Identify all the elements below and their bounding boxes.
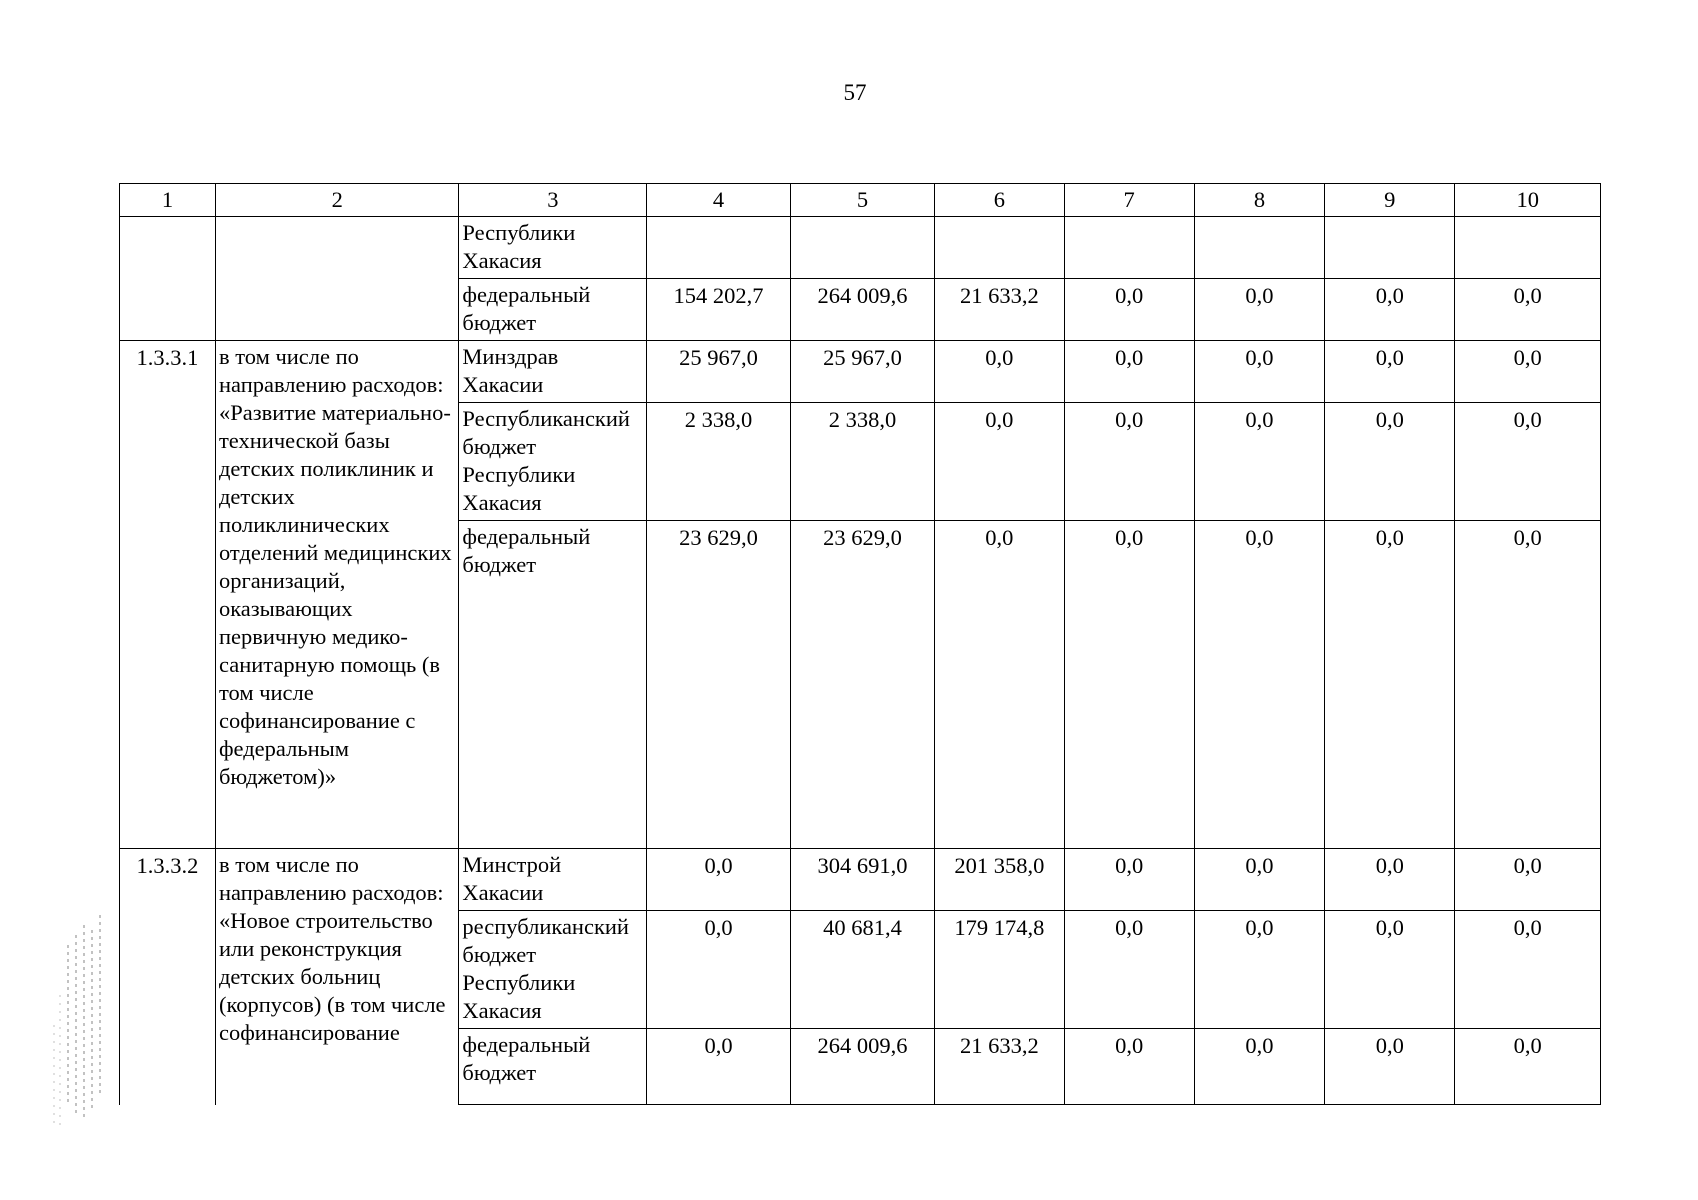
value-cell: 0,0: [935, 341, 1064, 403]
value-cell: 154 202,7: [647, 279, 790, 341]
item-code: 1.3.3.1: [120, 341, 216, 849]
value-cell: 2 338,0: [790, 403, 934, 521]
description-cell-empty: [215, 217, 458, 341]
table-row: [120, 849, 1601, 911]
value-cell: 23 629,0: [647, 521, 790, 849]
value-cell: 23 629,0: [790, 521, 934, 849]
col-header: 5: [790, 184, 934, 217]
item-description-cell: [215, 849, 458, 1105]
source-cell: федеральный бюджет: [459, 1029, 647, 1105]
value-cell: 304 691,0: [790, 849, 934, 911]
value-cell: [790, 217, 934, 279]
value-cell: 0,0: [1194, 279, 1324, 341]
margin-stamp-marks: [34, 905, 110, 1131]
col-header: 7: [1064, 184, 1194, 217]
item-description: в том числе по направлению расходов: «Новое строительство или реконструкция детских больниц (корпусов) (в том числе софинансирование: [218, 852, 446, 1045]
col-header: 8: [1194, 184, 1324, 217]
value-cell: 0,0: [1325, 911, 1455, 1029]
source-cell: федеральный бюджет: [459, 521, 647, 849]
value-cell: 0,0: [1064, 849, 1194, 911]
value-cell: 25 967,0: [790, 341, 934, 403]
value-cell: [647, 217, 790, 279]
value-cell: [1455, 217, 1601, 279]
value-cell: 0,0: [647, 1029, 790, 1105]
value-cell: [1194, 217, 1324, 279]
value-cell: 0,0: [1064, 911, 1194, 1029]
value-cell: 0,0: [1194, 403, 1324, 521]
budget-table: [119, 183, 1601, 1105]
source-cell: Минстрой Хакасии: [459, 849, 647, 911]
page-number: 57: [843, 80, 867, 105]
source-cell: Республиканский бюджет Республики Хакасия: [459, 403, 647, 521]
value-cell: 0,0: [647, 911, 790, 1029]
value-cell: 0,0: [1064, 279, 1194, 341]
source-cell: федеральный бюджет: [459, 279, 647, 341]
value-cell: 0,0: [647, 849, 790, 911]
value-cell: 264 009,6: [790, 279, 934, 341]
col-header: 6: [935, 184, 1064, 217]
value-cell: 21 633,2: [935, 1029, 1064, 1105]
value-cell: 0,0: [1064, 341, 1194, 403]
value-cell: 0,0: [1325, 1029, 1455, 1105]
value-cell: 0,0: [1455, 911, 1601, 1029]
source-cell: Республики Хакасия: [459, 217, 647, 279]
value-cell: 179 174,8: [935, 911, 1064, 1029]
value-cell: 0,0: [1325, 403, 1455, 521]
value-cell: 0,0: [1455, 521, 1601, 849]
value-cell: 201 358,0: [935, 849, 1064, 911]
value-cell: 0,0: [1194, 521, 1324, 849]
col-header: 3: [459, 184, 647, 217]
value-cell: 0,0: [1325, 279, 1455, 341]
item-description: в том числе по направлению расходов: «Развитие материально-технической базы детских поликлиник и детских поликлинических отделений медицинских организаций, оказывающих первичную медико-санитарную помощь (в том числе софинансирование с федеральным бюджетом)»: [215, 341, 458, 849]
value-cell: 0,0: [935, 403, 1064, 521]
col-header: 1: [120, 184, 216, 217]
value-cell: 0,0: [1064, 521, 1194, 849]
value-cell: 0,0: [1194, 1029, 1324, 1105]
value-cell: 264 009,6: [790, 1029, 934, 1105]
value-cell: 0,0: [1325, 849, 1455, 911]
source-cell: Минздрав Хакасии: [459, 341, 647, 403]
value-cell: [935, 217, 1064, 279]
col-header: 4: [647, 184, 790, 217]
value-cell: [1064, 217, 1194, 279]
value-cell: 0,0: [1455, 403, 1601, 521]
source-cell: республиканский бюджет Республики Хакасия: [459, 911, 647, 1029]
value-cell: 0,0: [1455, 341, 1601, 403]
col-header: 10: [1455, 184, 1601, 217]
item-code: 1.3.3.2: [120, 849, 216, 1105]
value-cell: 40 681,4: [790, 911, 934, 1029]
value-cell: 25 967,0: [647, 341, 790, 403]
code-cell-empty: [120, 217, 216, 341]
value-cell: 0,0: [1455, 849, 1601, 911]
table-row: [120, 341, 1601, 403]
value-cell: 0,0: [1194, 849, 1324, 911]
value-cell: 0,0: [1194, 911, 1324, 1029]
value-cell: 0,0: [1064, 1029, 1194, 1105]
value-cell: 0,0: [1455, 279, 1601, 341]
value-cell: 2 338,0: [647, 403, 790, 521]
value-cell: 0,0: [1325, 341, 1455, 403]
table-row: [120, 217, 1601, 279]
value-cell: 21 633,2: [935, 279, 1064, 341]
value-cell: 0,0: [1325, 521, 1455, 849]
value-cell: 0,0: [1194, 341, 1324, 403]
value-cell: [1325, 217, 1455, 279]
value-cell: 0,0: [1455, 1029, 1601, 1105]
col-header: 9: [1325, 184, 1455, 217]
col-header: 2: [215, 184, 458, 217]
value-cell: 0,0: [935, 521, 1064, 849]
value-cell: 0,0: [1064, 403, 1194, 521]
column-number-row: [120, 184, 1601, 217]
